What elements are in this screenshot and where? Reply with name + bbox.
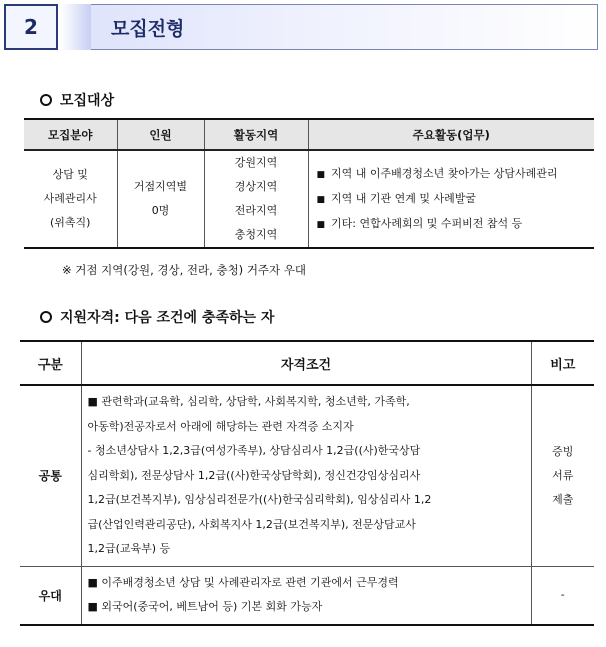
recruit-target-table [24, 118, 594, 249]
qualification-heading-text: 지원자격: 다음 조건에 충족하는 자 [60, 310, 275, 326]
preferred-remark: - [531, 566, 594, 625]
preferred-conditions: ■ 이주배경청소년 상담 및 사례관리자로 관련 기관에서 근무경력 ■ 외국어(중국어, 베트남어 등) 기본 회화 가능자 [81, 566, 531, 625]
header-duties: 주요활동(업무) [308, 119, 594, 150]
recruit-target-heading-text: 모집대상 [60, 93, 115, 109]
header-category: 구분 [20, 341, 81, 385]
header-condition: 자격조건 [81, 341, 531, 385]
header-remark: 비고 [531, 341, 594, 385]
square-bullet-icon: ■ [316, 194, 326, 205]
preferred-label: 우대 [20, 566, 81, 625]
headcount-cell: 거점지역별 0명 [117, 150, 204, 248]
common-remark: 증빙 서류 제출 [531, 385, 594, 566]
circle-icon [40, 311, 52, 323]
square-bullet-icon: ■ [316, 169, 326, 180]
header-region: 활동지역 [204, 119, 308, 150]
recruit-target-heading [40, 90, 114, 110]
common-label: 공통 [20, 385, 81, 566]
common-conditions: ■ 관련학과(교육학, 심리학, 상담학, 사회복지학, 청소년학, 가족학, 아동학)전공자로서 아래에 해당하는 관련 자격증 소지자 - 청소년상담사 1,2,3급(여성가족부), 상담심리사 1,2급((사)한국상담 심리학회), 전문상담사 1,2급((사)한국상담학회), 정신건강임상심리사 1,2급(보건복지부), 임상심리전문가((사)한국심리학회), 임상심리사 1,2 급(산업인력관리공단), 사회복지사 1,2급(보건복지부), 전문상담교사 1,2급(교육부) 등 [81, 385, 531, 566]
section-number: 2 [4, 4, 58, 50]
list-item: ■ 지역 내 기관 연계 및 사례발굴 [316, 191, 477, 205]
duties-cell [308, 150, 594, 248]
region-preference-note: ※ 거점 지역(강원, 경상, 전라, 충청) 거주자 우대 [62, 263, 307, 277]
qualification-heading [40, 307, 274, 327]
field-cell: 상담 및 사례관리사 (위촉직) [24, 150, 117, 248]
list-item: ■ 기타: 연합사례회의 및 수퍼비전 참석 등 [316, 216, 523, 230]
circle-icon [40, 94, 52, 106]
header-field: 모집분야 [24, 119, 117, 150]
header-headcount: 인원 [117, 119, 204, 150]
square-bullet-icon: ■ [316, 219, 326, 230]
qualification-table [20, 340, 594, 626]
section-title: 모집전형 [90, 4, 598, 50]
region-cell: 강원지역 경상지역 전라지역 충청지역 [204, 150, 308, 248]
list-item: ■ 지역 내 이주배경청소년 찾아가는 상담사례관리 [316, 166, 558, 180]
